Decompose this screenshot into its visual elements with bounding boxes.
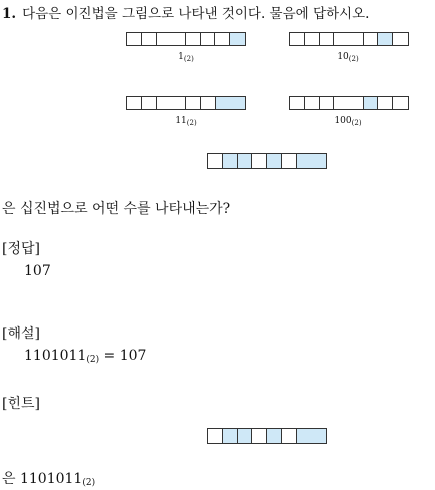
question-line: [2, 2, 369, 22]
figure-label-2: $10_{(2)}$: [337, 52, 359, 63]
hint-label: [힌트]: [2, 396, 40, 412]
binary-bar-3: [126, 96, 246, 110]
binary-bar-hint: [207, 428, 327, 444]
answer-label: [정답]: [2, 241, 40, 257]
hint-text: 은 1101011(2): [2, 471, 96, 488]
question-text: 다음은 이진법을 그림으로 나타낸 것이다. 물음에 답하시오.: [22, 6, 370, 22]
binary-bar-1: [126, 32, 246, 46]
figure-label-3: $11_{(2)}$: [175, 116, 197, 127]
figure-label-1: $1_{(2)}$: [178, 52, 194, 63]
binary-bar-4: [289, 96, 409, 110]
binary-bar-main: [207, 153, 327, 169]
explain-label: [해설]: [2, 326, 40, 342]
question-number: 1.: [2, 6, 17, 22]
answer-value: 107: [24, 263, 51, 279]
prompt-text: 은 십진법으로 어떤 수를 나타내는가?: [2, 201, 231, 217]
figure-label-4: $100_{(2)}$: [334, 116, 362, 127]
binary-bar-2: [289, 32, 409, 46]
explain-equation: 1101011(2) = 107: [24, 348, 147, 365]
